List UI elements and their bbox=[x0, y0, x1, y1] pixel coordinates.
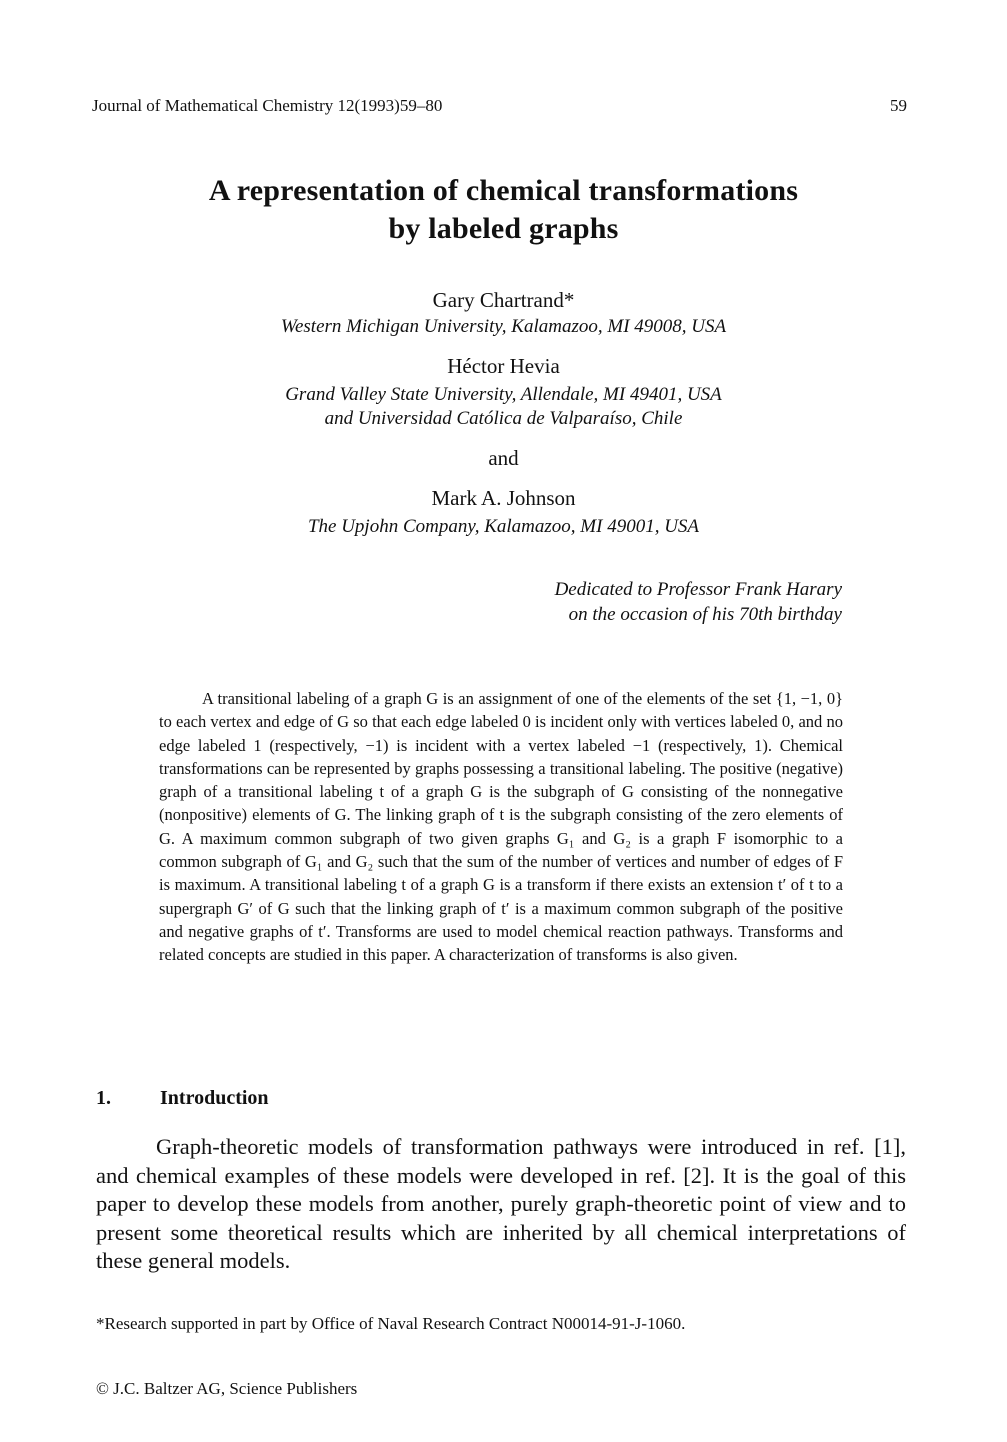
dedication bbox=[555, 577, 842, 627]
dedication-line-1: Dedicated to Professor Frank Harary bbox=[554, 579, 842, 600]
author-affiliation-2a: Grand Valley State University, Allendale, MI 49401, USA bbox=[285, 384, 722, 405]
copyright-notice: © J.C. Baltzer AG, Science Publishers bbox=[96, 1379, 358, 1398]
author-conjunction: and bbox=[488, 446, 519, 470]
introduction-paragraph: Graph-theoretic models of transformation pathways were introduced in ref. [1], and chemical examples of these models were developed in ref. [2]. It is the goal of this paper to develop these models from another, purely graph-theoretic point of view and to present some theoretical results which are inherited by all chemical interpretations of these general models. bbox=[96, 1134, 906, 1273]
section-number: 1. bbox=[96, 1087, 111, 1109]
section-heading-introduction bbox=[96, 1087, 269, 1110]
dedication-line-2: on the occasion of his 70th birthday bbox=[568, 604, 842, 625]
author-affiliation-1: Western Michigan University, Kalamazoo, MI 49008, USA bbox=[280, 316, 727, 337]
title-line-1: A representation of chemical transformations bbox=[208, 174, 799, 207]
funding-footnote: *Research supported in part by Office of Naval Research Contract N00014-91-J-1060. bbox=[96, 1314, 686, 1333]
author-affiliation-3: The Upjohn Company, Kalamazoo, MI 49001, USA bbox=[307, 516, 700, 537]
page-number: 59 bbox=[890, 96, 907, 115]
abstract-text: A transitional labeling of a graph G is an assignment of one of the elements of the set {1, −1, 0} to each vertex and edge of G so that each edge labeled 0 is incident only with vertices labeled 0, and no edge labeled 1 (respectively, −1) is incident with a vertex labeled −1 (respectively, 1). Chemical transformations can be represented by graphs possessing a transitional labeling. The positive (negative) graph of a transitional labeling t of a graph G is the subgraph of G consisting of the nonnegative (nonpositive) elements of G. The linking graph of t is the subgraph consisting of the zero elements of G. A maximum common subgraph of two given graphs G₁ and G₂ is a graph F isomorphic to a common subgraph of G₁ and G₂ such that the sum of the number of vertices and number of edges of F is maximum. A transitional labeling t of a graph G is a transform if there exists an extension t′ of t to a supergraph G′ of G such that the linking graph of t′ is a maximum common subgraph of the positive and negative graphs of t′. Transforms are used to model chemical reaction pathways. Transforms and related concepts are studied in this paper. A characterization of transforms is also given. bbox=[159, 689, 843, 965]
author-name-3: Mark A. Johnson bbox=[431, 486, 576, 510]
author-affiliation-2b: and Universidad Católica de Valparaíso, Chile bbox=[324, 408, 683, 429]
journal-citation: Journal of Mathematical Chemistry 12(1993)59–80 bbox=[92, 96, 443, 115]
author-block bbox=[0, 287, 1007, 539]
paper-title bbox=[0, 172, 1007, 248]
author-name-1: Gary Chartrand* bbox=[432, 288, 575, 312]
section-title: Introduction bbox=[160, 1087, 269, 1109]
author-name-2: Héctor Hevia bbox=[447, 354, 560, 378]
title-line-2: by labeled graphs bbox=[388, 212, 619, 245]
